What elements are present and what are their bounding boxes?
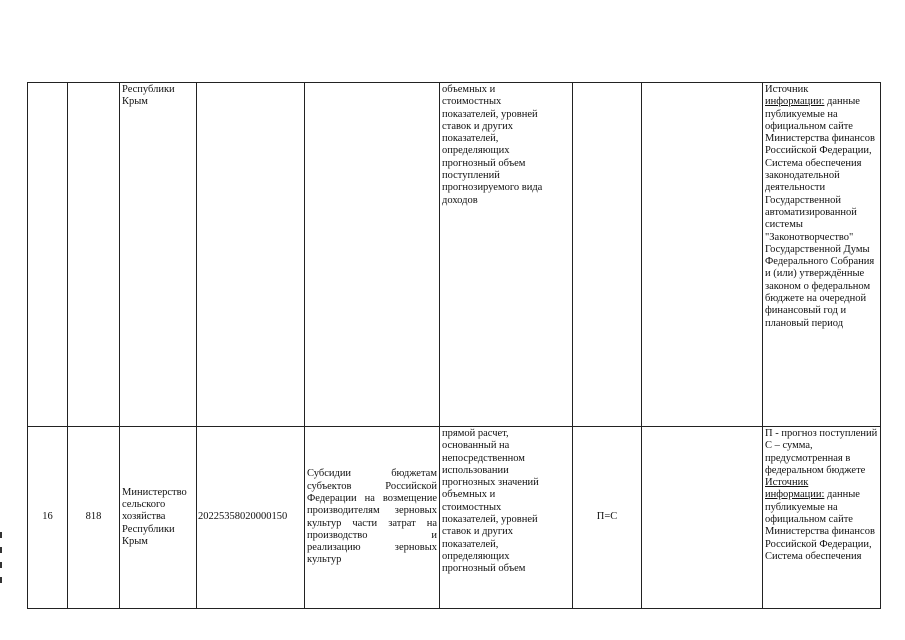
scan-mark [0, 547, 2, 553]
source-label: Источник [765, 84, 809, 95]
administrator-cell: Министерство сельского хозяйства Республики Крым [120, 427, 197, 609]
method-line: основанный на [442, 440, 510, 452]
administrator-cell: Республики Крым [120, 83, 197, 427]
method-line: ставок и других [442, 526, 514, 538]
row-number-cell: 16 [28, 427, 68, 609]
method-line: стоимостных [442, 501, 502, 513]
formula-cell [573, 83, 642, 427]
source-cell [763, 427, 881, 609]
method-line: показателей, [442, 538, 499, 550]
source-label: Источник [765, 477, 809, 489]
method-line: ставок и других [442, 120, 514, 132]
method-line: определяющих [442, 550, 510, 562]
method-line: прогнозный объем [442, 157, 526, 169]
method-line: непосредственном [442, 452, 525, 464]
scan-mark [0, 532, 2, 538]
methodology-table [27, 82, 881, 609]
method-line: показателей, [442, 133, 499, 145]
method-line: стоимостных [442, 96, 502, 108]
name-line: культур части затрат на [307, 517, 437, 529]
source-text: данные публикуемые на официальном сайте Министерства финансов Российской Федерации, Система обеспечения законодательной деятельности Государственной автоматизированной системы "Законотворчество" Государственной Думы Федерального Собрания и (или) утверждённые законом о федеральном бюджете на очередной финансовый год и плановый период [765, 96, 875, 329]
name-line: производителям зерновых [307, 505, 437, 517]
source-label-underlined: информации: [765, 489, 825, 501]
revenue-name-cell [305, 83, 440, 427]
table-row [28, 83, 881, 427]
formula-cell: П=С [573, 427, 642, 609]
name-line: субъектов Российской [307, 480, 437, 492]
legend-line: С – сумма, предусмотренная в федеральном бюджете [765, 440, 866, 476]
method-line: прямой расчет, [442, 428, 509, 439]
method-line: использовании [442, 464, 509, 476]
scan-margin-marks [0, 532, 3, 592]
legend-line: П - прогноз поступлений [765, 428, 878, 439]
method-line: прогнозный объем [442, 563, 526, 575]
name-line: Федерации на возмещение [307, 492, 437, 504]
method-line: доходов [442, 194, 478, 206]
name-line: производство и [307, 529, 437, 541]
admin-code-cell: 818 [68, 427, 120, 609]
row-number-cell [28, 83, 68, 427]
method-line: прогнозируемого вида [442, 182, 543, 194]
notes-cell [642, 83, 763, 427]
scan-mark [0, 577, 2, 583]
scan-mark [0, 562, 2, 568]
table-row [28, 427, 881, 609]
source-cell [763, 83, 881, 427]
method-cell [440, 427, 573, 609]
source-label-underlined: информации: [765, 96, 825, 108]
name-line: реализацию зерновых [307, 542, 437, 554]
method-line: показателей, уровней [442, 108, 538, 120]
method-line: определяющих [442, 145, 510, 157]
method-line: показателей, уровней [442, 514, 538, 526]
revenue-name-cell [305, 427, 440, 609]
notes-cell [642, 427, 763, 609]
method-line: прогнозных значений [442, 477, 539, 489]
method-line: объемных и [442, 489, 496, 501]
name-line: культур [307, 554, 342, 566]
kbk-code-cell: 20225358020000150 [197, 427, 305, 609]
admin-code-cell [68, 83, 120, 427]
name-line: Субсидии бюджетам [307, 468, 437, 480]
method-cell [440, 83, 573, 427]
kbk-code-cell [197, 83, 305, 427]
method-line: объемных и [442, 84, 496, 95]
source-text: данные публикуемые на официальном сайте Министерства финансов Российской Федерации, Система обеспечения [765, 489, 875, 562]
method-line: поступлений [442, 170, 500, 182]
